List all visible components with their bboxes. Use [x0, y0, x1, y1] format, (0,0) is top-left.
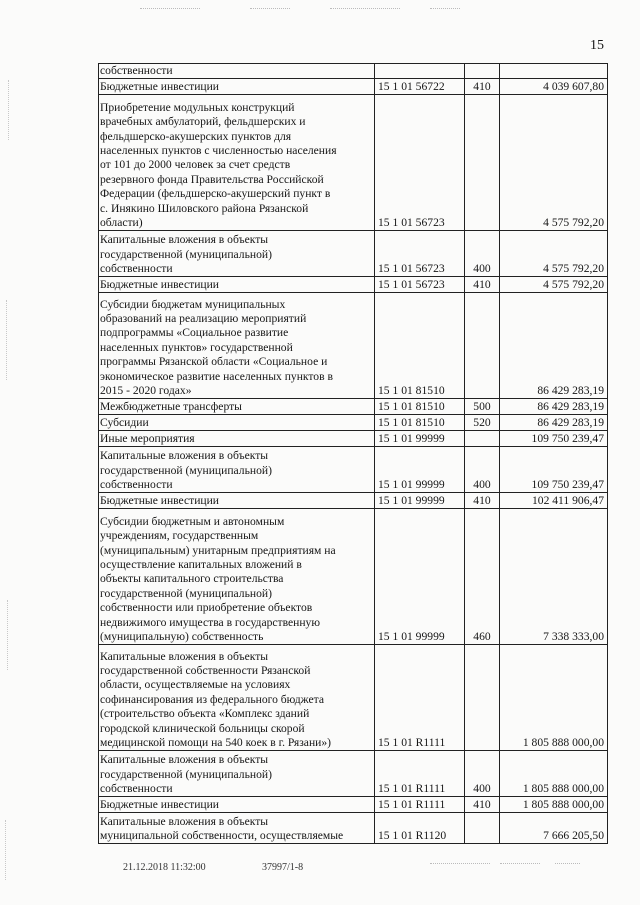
row-amount [500, 64, 608, 79]
table-row [99, 277, 608, 293]
row-amount: 4 575 792,20 [500, 95, 608, 231]
table-row [99, 79, 608, 95]
row-amount: 86 429 283,19 [500, 415, 608, 431]
row-expense-type: 520 [465, 415, 500, 431]
row-target-code: 15 1 01 56722 [375, 79, 465, 95]
row-expense-type: 400 [465, 447, 500, 493]
row-expense-type: 410 [465, 797, 500, 813]
row-name: Иные мероприятия [99, 431, 375, 447]
row-amount: 4 575 792,20 [500, 277, 608, 293]
page-number: 15 [590, 38, 604, 53]
row-expense-type [465, 95, 500, 231]
row-target-code: 15 1 01 99999 [375, 509, 465, 645]
row-amount: 102 411 906,47 [500, 493, 608, 509]
table-row [99, 797, 608, 813]
row-target-code: 15 1 01 81510 [375, 415, 465, 431]
table-row [99, 509, 608, 645]
row-amount: 109 750 239,47 [500, 447, 608, 493]
row-name: Капитальные вложения в объекты государственной (муниципальной) собственности [99, 447, 375, 493]
row-expense-type: 500 [465, 399, 500, 415]
table-row [99, 293, 608, 399]
table-row [99, 813, 608, 844]
table-row [99, 493, 608, 509]
budget-table [98, 63, 608, 844]
row-amount: 4 575 792,20 [500, 231, 608, 277]
row-expense-type [465, 645, 500, 751]
row-amount: 1 805 888 000,00 [500, 797, 608, 813]
table-row [99, 447, 608, 493]
row-target-code: 15 1 01 99999 [375, 431, 465, 447]
table-row [99, 399, 608, 415]
row-target-code: 15 1 01 81510 [375, 399, 465, 415]
row-name: Бюджетные инвестиции [99, 79, 375, 95]
table-row [99, 231, 608, 277]
row-name: Капитальные вложения в объекты государственной (муниципальной) собственности [99, 751, 375, 797]
row-amount: 7 666 205,50 [500, 813, 608, 844]
row-name: Субсидии бюджетным и автономным учреждениям, государственным (муниципальным) унитарным предприятиям на осуществление капитальных вложений в объекты капитального строительства государственной (муниципальной) собственности или приобретение объектов недвижимого имущества в государственную (муниципальную) собственность [99, 509, 375, 645]
row-target-code [375, 64, 465, 79]
row-target-code: 15 1 01 R1111 [375, 645, 465, 751]
footer-datetime: 21.12.2018 11:32:00 [123, 862, 206, 873]
row-name: Капитальные вложения в объекты государственной (муниципальной) собственности [99, 231, 375, 277]
table-row [99, 431, 608, 447]
row-name: Межбюджетные трансферты [99, 399, 375, 415]
row-amount: 7 338 333,00 [500, 509, 608, 645]
table-row [99, 645, 608, 751]
row-expense-type: 400 [465, 231, 500, 277]
table-row [99, 415, 608, 431]
row-amount: 1 805 888 000,00 [500, 751, 608, 797]
row-expense-type [465, 813, 500, 844]
row-amount: 86 429 283,19 [500, 293, 608, 399]
row-expense-type: 410 [465, 493, 500, 509]
row-target-code: 15 1 01 R1120 [375, 813, 465, 844]
table-row [99, 95, 608, 231]
row-expense-type: 410 [465, 79, 500, 95]
row-target-code: 15 1 01 R1111 [375, 797, 465, 813]
row-expense-type [465, 293, 500, 399]
row-expense-type: 460 [465, 509, 500, 645]
table-row [99, 64, 608, 79]
row-target-code: 15 1 01 99999 [375, 493, 465, 509]
row-name: Субсидии бюджетам муниципальных образований на реализацию мероприятий подпрограммы «Социальное развитие населенных пунктов» государственной программы Рязанской области «Социальное и экономическое развитие населенных пунктов в 2015 - 2020 годах» [99, 293, 375, 399]
row-target-code: 15 1 01 56723 [375, 95, 465, 231]
row-expense-type [465, 64, 500, 79]
row-target-code: 15 1 01 R1111 [375, 751, 465, 797]
row-name: Бюджетные инвестиции [99, 277, 375, 293]
row-target-code: 15 1 01 56723 [375, 231, 465, 277]
row-amount: 4 039 607,80 [500, 79, 608, 95]
row-amount: 86 429 283,19 [500, 399, 608, 415]
row-expense-type [465, 431, 500, 447]
row-name: Бюджетные инвестиции [99, 493, 375, 509]
row-name: Субсидии [99, 415, 375, 431]
row-target-code: 15 1 01 56723 [375, 277, 465, 293]
row-name: Бюджетные инвестиции [99, 797, 375, 813]
row-target-code: 15 1 01 99999 [375, 447, 465, 493]
row-name: Капитальные вложения в объекты муниципальной собственности, осуществляемые [99, 813, 375, 844]
row-expense-type: 400 [465, 751, 500, 797]
row-amount: 109 750 239,47 [500, 431, 608, 447]
row-name: Приобретение модульных конструкций врачебных амбулаторий, фельдшерских и фельдшерско-акушерских пунктов для населенных пунктов с численностью населения от 101 до 2000 человек за счет средств резервного фонда Правительства Российской Федерации (фельдшерско-акушерский пункт в с. Инякино Шиловского района Рязанской области) [99, 95, 375, 231]
row-target-code: 15 1 01 81510 [375, 293, 465, 399]
row-amount: 1 805 888 000,00 [500, 645, 608, 751]
row-name: Капитальные вложения в объекты государственной собственности Рязанской области, осуществляемые на условиях софинансирования из федерального бюджета (строительство объекта «Комплекс зданий городской клинической больницы скорой медицинской помощи на 540 коек в г. Рязани») [99, 645, 375, 751]
row-name: собственности [99, 64, 375, 79]
row-expense-type: 410 [465, 277, 500, 293]
footer-doc-number: 37997/1-8 [262, 862, 304, 873]
table-row [99, 751, 608, 797]
